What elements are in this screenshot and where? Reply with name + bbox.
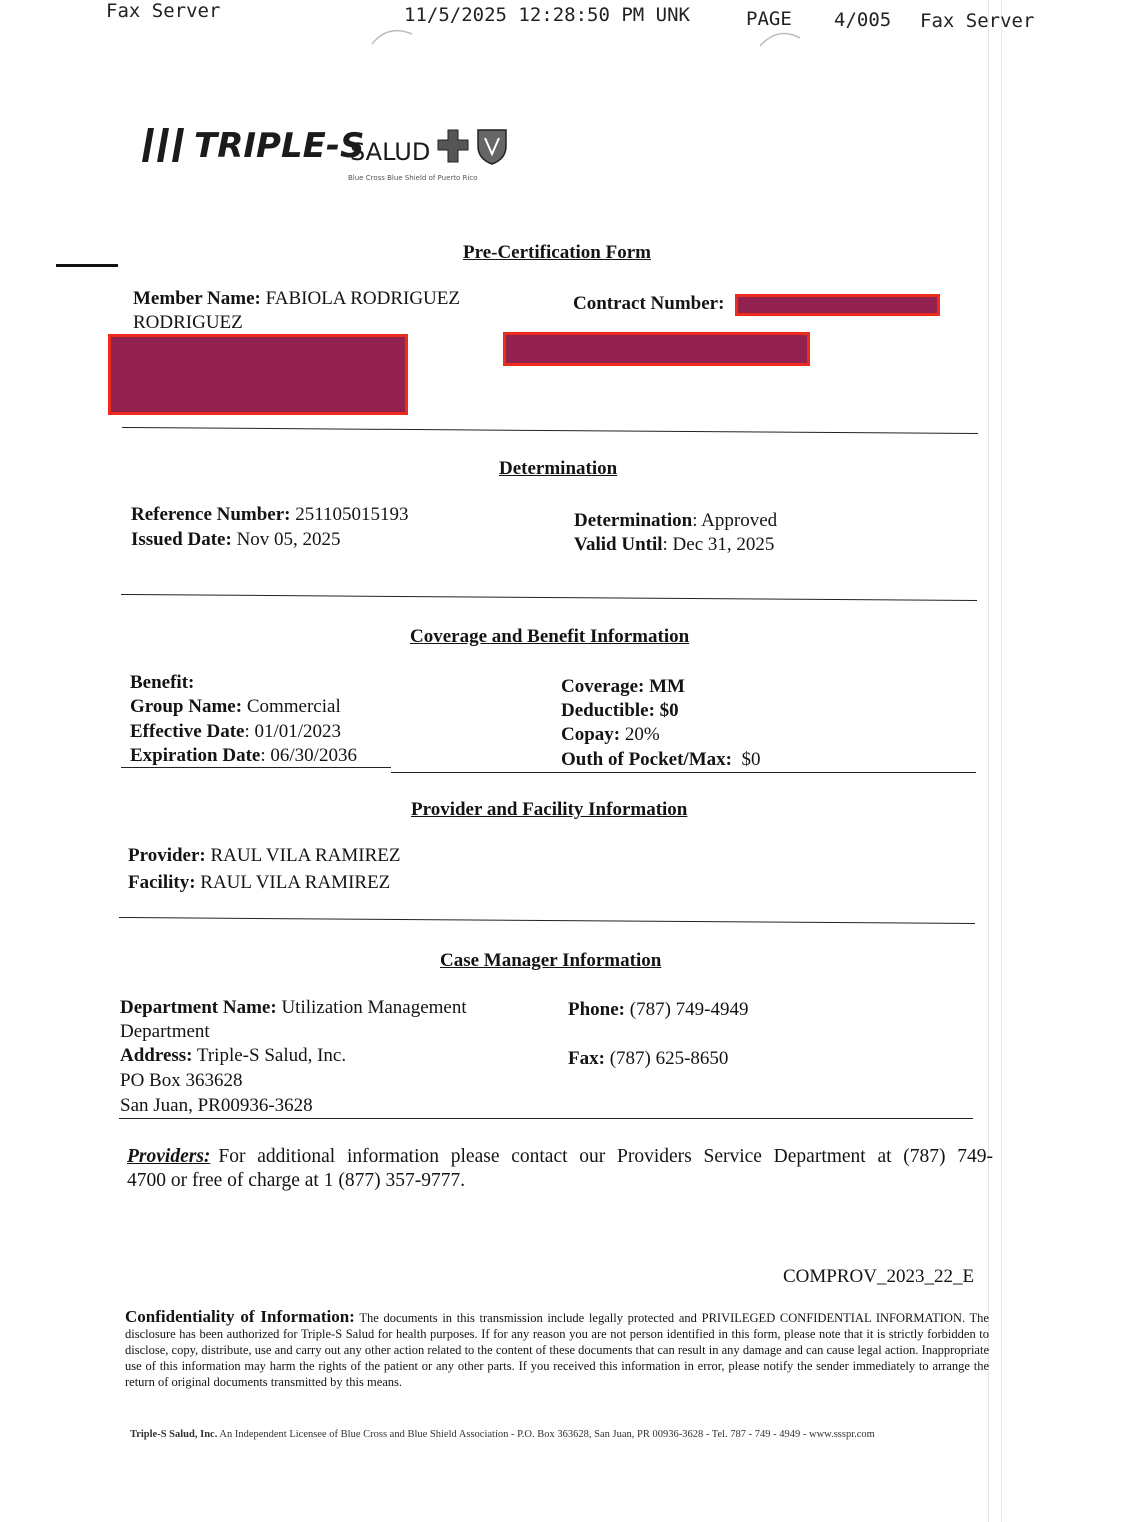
- coverage-heading: Coverage and Benefit Information: [410, 626, 690, 647]
- oop-field: [561, 748, 760, 772]
- department-name-line2: Department: [120, 1021, 210, 1042]
- confidentiality-label: Confidentiality of Information:: [125, 1307, 355, 1326]
- address-line3: San Juan, PR00936-3628: [120, 1095, 313, 1116]
- fax-value: (787) 625-8650: [609, 1048, 729, 1069]
- copay-value: 20%: [624, 724, 660, 745]
- fax-header-right: Fax Server: [920, 10, 1035, 32]
- department-name-value: Utilization Management: [281, 997, 467, 1018]
- logo-tagline: Blue Cross Blue Shield of Puerto Rico: [348, 174, 478, 182]
- divider: [121, 594, 977, 601]
- address-label: Address:: [120, 1045, 193, 1066]
- determination-label: Determination: [574, 510, 693, 531]
- effective-date-field: [130, 720, 341, 744]
- valid-until-field: [574, 533, 774, 557]
- provider-field: [128, 844, 401, 868]
- logo-brand-suffix: SALUD: [350, 138, 431, 166]
- valid-until-label: Valid Until: [574, 534, 663, 555]
- form-title: Pre-Certification Form: [463, 242, 651, 263]
- address-field: [120, 1044, 346, 1068]
- reference-number-label: Reference Number:: [131, 504, 291, 525]
- scan-mark: [56, 264, 118, 267]
- fax-page-label: PAGE: [746, 8, 792, 30]
- benefit-label: Benefit:: [130, 672, 195, 693]
- deductible-label: Deductible: $0: [561, 700, 679, 721]
- footer-line: [130, 1429, 875, 1440]
- scan-artifact: [988, 0, 989, 1522]
- expiration-date-label: Expiration Date: [130, 745, 261, 766]
- fax-timestamp: 11/5/2025 12:28:50 PM UNK: [404, 4, 690, 26]
- issued-date-field: [131, 528, 341, 552]
- contract-number-label: Contract Number:: [573, 293, 725, 314]
- sss-mark-icon: [138, 124, 192, 166]
- member-name-label: Member Name:: [133, 288, 261, 309]
- facility-label: Facility:: [128, 872, 196, 893]
- footer-text: An Independent Licensee of Blue Cross and Blue Shield Association - P.O. Box 363628, San Juan, PR 00936-3628 - Tel. 787 - 749 - 4949 - www.ssspr.com: [219, 1429, 875, 1440]
- determination-heading: Determination: [499, 458, 618, 479]
- providers-note: [127, 1145, 993, 1193]
- reference-number-field: [131, 503, 409, 527]
- address-line1: Triple-S Salud, Inc.: [196, 1045, 347, 1066]
- effective-date-value: : 01/01/2023: [244, 721, 342, 742]
- issued-date-label: Issued Date:: [131, 529, 232, 550]
- provider-heading: Provider and Facility Information: [411, 799, 688, 820]
- provider-label: Provider:: [128, 845, 206, 866]
- expiration-date-value: : 06/30/2036: [260, 745, 357, 766]
- determination-value: : Approved: [692, 510, 778, 531]
- coverage-label: Coverage: MM: [561, 676, 685, 697]
- redaction-box: [735, 294, 940, 316]
- providers-note-line1: For additional information please contact our Providers Service Department at (787) 749-: [218, 1146, 993, 1167]
- redaction-box: [503, 332, 810, 366]
- providers-note-line2: 4700 or free of charge at 1 (877) 357-9777.: [127, 1170, 466, 1191]
- form-code: COMPROV_2023_22_E: [783, 1266, 975, 1287]
- divider: [119, 1118, 973, 1119]
- confidentiality-text: The documents in this transmission include legally protected and PRIVILEGED CONFIDENTIAL INFORMATION. The disclosure has been authorized for Triple-S Salud for health purposes. If for any reason you are not person identified in this form, please note that it is strictly forbidden to disclose, copy, distribute, use and carry out any other action related to the content of these documents that can result in any damage and can cause legal action. Inappropriate use of this information may harm the rights of the patient or any other parts. If you received this information in error, please notify the sender immediately to arrange the return of original documents transmitted by this means.: [125, 1311, 989, 1389]
- divider: [391, 772, 976, 773]
- divider: [121, 767, 391, 768]
- divider: [119, 917, 975, 924]
- fax-field: [568, 1047, 728, 1071]
- effective-date-label: Effective Date: [130, 721, 245, 742]
- facility-field: [128, 871, 390, 895]
- scan-arc: [756, 20, 806, 50]
- group-name-field: [130, 695, 341, 719]
- expiration-date-field: [130, 744, 357, 768]
- member-name-line2: RODRIGUEZ: [133, 312, 243, 333]
- copay-label: Copay:: [561, 724, 621, 745]
- fax-page-number: 4/005: [834, 9, 892, 31]
- department-name-label: Department Name:: [120, 997, 277, 1018]
- department-name-field: [120, 996, 467, 1020]
- member-name-field: [133, 287, 460, 311]
- fax-label: Fax:: [568, 1048, 605, 1069]
- facility-value: RAUL VILA RAMIREZ: [200, 872, 391, 893]
- fax-header-left: Fax Server: [106, 0, 221, 22]
- member-name-value: FABIOLA RODRIGUEZ: [265, 288, 460, 309]
- valid-until-value: : Dec 31, 2025: [662, 534, 775, 555]
- providers-note-label: Providers:: [127, 1146, 211, 1167]
- logo-brand: TRIPLE-S: [194, 126, 365, 166]
- group-name-label: Group Name:: [130, 696, 243, 717]
- blue-cross-icon: [436, 128, 470, 164]
- phone-value: (787) 749-4949: [629, 999, 749, 1020]
- provider-value: RAUL VILA RAMIREZ: [210, 845, 401, 866]
- phone-field: [568, 998, 748, 1022]
- blue-shield-icon: [474, 126, 510, 166]
- redaction-box: [108, 334, 408, 415]
- confidentiality-notice: [125, 1309, 989, 1390]
- footer-company: Triple-S Salud, Inc.: [130, 1429, 218, 1440]
- oop-value: $0: [741, 749, 761, 770]
- scan-arc: [368, 18, 418, 48]
- group-name-value: Commercial: [246, 696, 341, 717]
- scan-artifact: [1001, 0, 1002, 1522]
- oop-label: Outh of Pocket/Max:: [561, 749, 732, 770]
- issued-date-value: Nov 05, 2025: [236, 529, 341, 550]
- copay-field: [561, 723, 660, 747]
- triple-s-logo: [138, 124, 518, 190]
- determination-field: [574, 509, 777, 533]
- divider: [122, 427, 978, 434]
- phone-label: Phone:: [568, 999, 625, 1020]
- address-line2: PO Box 363628: [120, 1070, 243, 1091]
- reference-number-value: 251105015193: [295, 504, 409, 525]
- case-manager-heading: Case Manager Information: [440, 950, 662, 971]
